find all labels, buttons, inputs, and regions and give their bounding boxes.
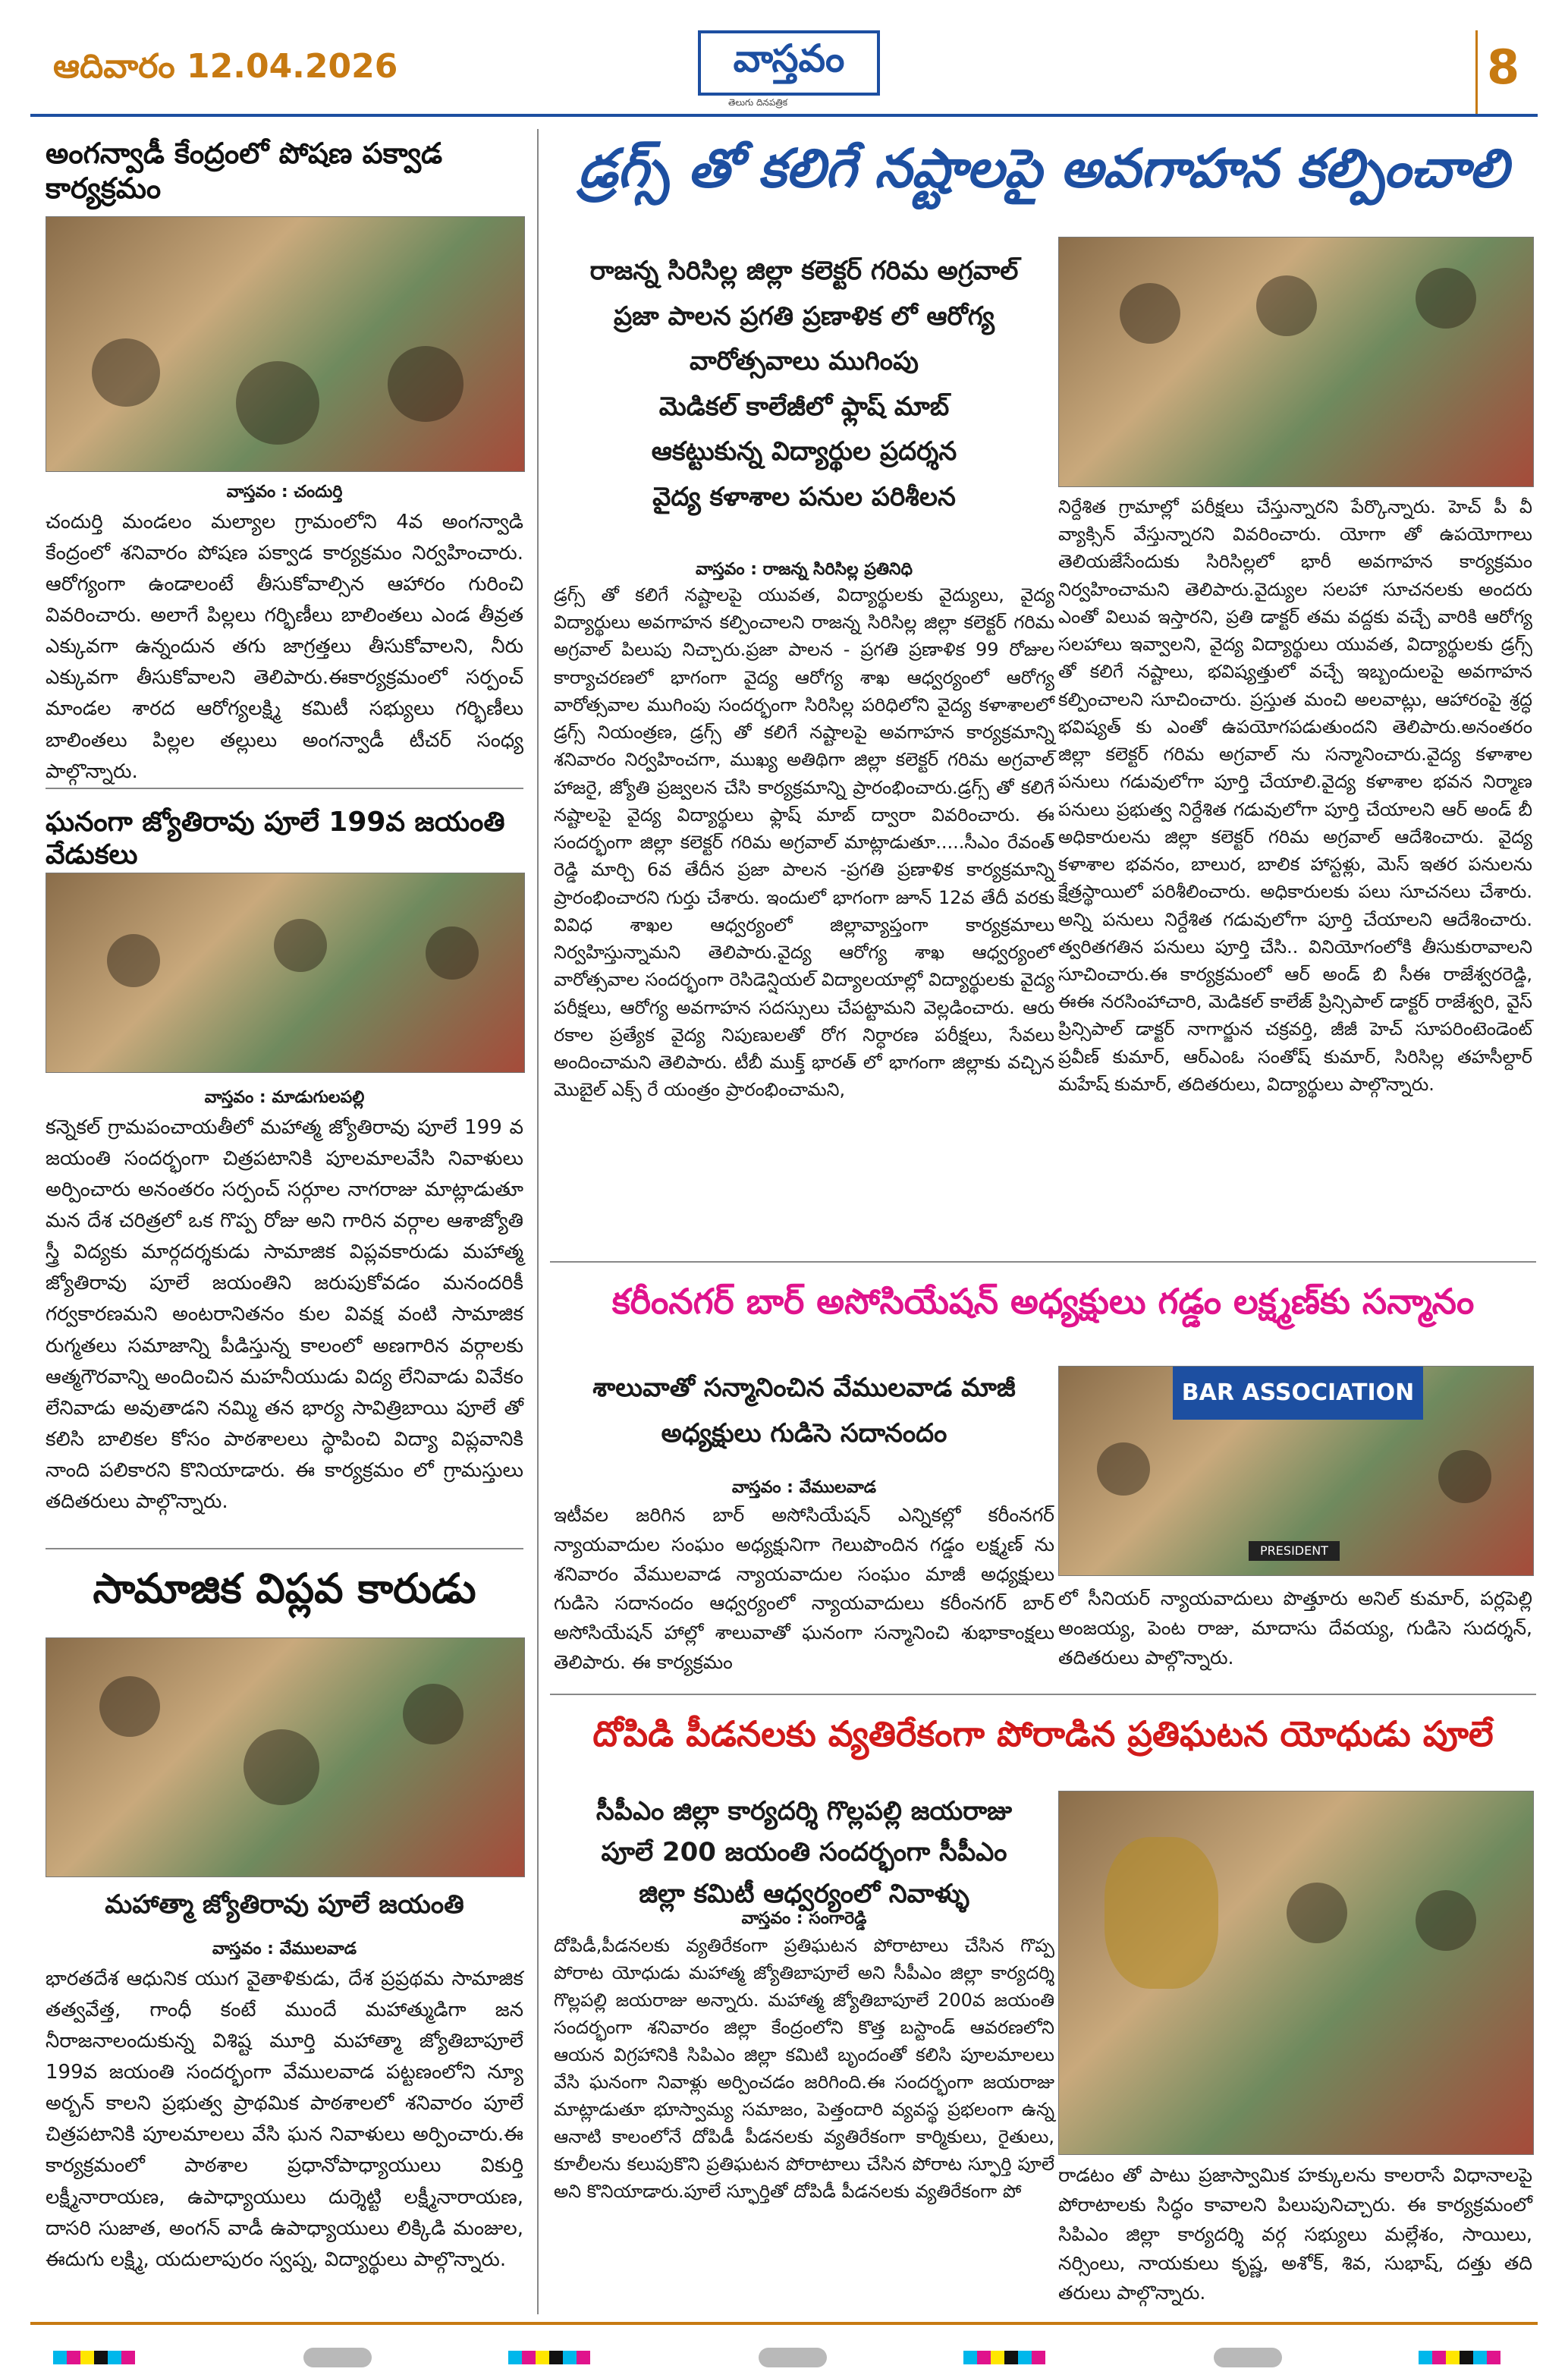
samajika-caption: వాస్తవం : వేములవాడ [212,1939,357,1958]
column1-divider-2 [46,1548,523,1549]
color-registration-strip [508,2351,590,2364]
dopidi-body-right: రాడటం తో పాటు ప్రజాస్వామిక హక్కులను కాలరాసే విధానాలపై పోరాటాలకు సిద్ధం కావాలని పిలుపునిచ్చారు. ఈ కార్యక్రమంలో సిపిఎం జిల్లా కార్యదర్శి వర్గ సభ్యులు మల్లేశం, సాయిలు, నర్సింలు, నాయకులు కృష్ణ, అశోక్, శివ, సుభాష్, దత్తు తది తరులు పాల్గొన్నారు. [1058,2164,1532,2304]
main-divider-2 [550,1694,1536,1695]
masthead-logo [698,30,880,106]
dopidi-sub-line: పూలే 200 జయంతి సందర్భంగా సీపీఎం [601,1837,1007,1868]
issue-date: ఆదివారం 12.04.2026 [53,47,398,86]
samajika-photo [46,1637,525,1877]
samajika-headline: సామాజిక విప్లవ కారుడు [93,1565,476,1612]
jyothirao-photo [46,873,525,1073]
samajika-subheadline: మహాత్మా జ్యోతిరావు పూలే జయంతి [105,1889,464,1920]
samajika-body: భారతదేశ ఆధునిక యుగ వైతాళికుడు, దేశ ప్రప్రథమ సామాజిక తత్వవేత్త, గాంధీ కంటే ముందే మహాత్ముడిగా జన నీరాజనాలందుకున్న విశిష్ట మూర్తి మహాత్మా జ్యోతిబాపూలే 199వ జయంతి సందర్భంగా వేములవాడ పట్టణంలోని న్యూ అర్బన్ కాలని ప్రభుత్వ ప్రాథమిక పాఠశాలలో శనివారం పూలే చిత్రపటానికి పూలమాలలు వేసి ఘన నివాళులు అర్పించారు.ఈ కార్యక్రమంలో పాఠశాల ప్రధానోపాధ్యాయులు వికుర్తి లక్ష్మీనారాయణ, ఉపాధ్యాయులు దుర్శెట్టి లక్ష్మీనారాయణ, దాసరి సుజాత, అంగన్ వాడీ ఉపాధ్యాయులు లిక్కిడి మంజుల, ఈదుగు లక్ష్మి, యదులాపురం స్వప్న, విద్యార్థులు పాల్గొన్నారు. [46,1968,523,2271]
drugs-sub-line: మెడికల్ కాలేజీలో ఫ్లాష్ మాబ్ [658,391,950,422]
paper-name: వాస్తవం [698,30,880,96]
anganwadi-body: చందుర్తి మండలం మల్యాల గ్రామంలోని 4వ అంగన్వాడి కేంద్రంలో శనివారం పోషణ పక్వాడ కార్యక్రమం నిర్వహించారు. ఆరోగ్యంగా ఉండాలంటే తీసుకోవాల్సిన ఆహారం గురించి వివరించారు. అలాగే పిల్లలు గర్భిణీలు బాలింతలు ఎండ తీవ్రత ఎక్కువగా ఉన్నందున తగు జాగ్రత్తలు తీసుకోవాలని, నీరు ఎక్కువగా తీసుకోవాలని తెలిపారు.ఈకార్యక్రమంలో సర్పంచ్ మాండల శారద ఆరోగ్యలక్ష్మి కమిటీ సభ్యులు గర్భిణీలు బాలింతలు పిల్లల తల్లులు అంగన్వాడీ టీచర్ సంధ్య పాల్గొన్నారు. [46,511,523,783]
drugs-caption: వాస్తవం : రాజన్న సిరిసిల్ల ప్రతినిధి [695,560,913,579]
page-number: 8 [1487,39,1520,95]
color-registration-strip [53,2351,135,2364]
drugs-sub-line: ప్రజా పాలన ప్రగతి ప్రణాళిక లో ఆరోగ్య [613,300,995,332]
dopidi-sub-line: జిల్లా కమిటీ ఆధ్వర్యంలో నివాళ్ళు [639,1878,969,1909]
dopidi-body: దోపిడీ,పీడనలకు వ్యతిరేకంగా ప్రతిఘటన పోరాటాలు చేసిన గొప్ప పోరాట యోధుడు మహాత్మ జ్యోతిబాపూలే అని సీపీఎం జిల్లా కార్యదర్శి గొల్లపల్లి జయరాజు అన్నారు. మహాత్మ జ్యోతిబాపూలే 200వ జయంతి సందర్భంగా శనివారం జిల్లా కేంద్రంలోని కొత్త బస్టాండ్ ఆవరణలోని ఆయన విగ్రహానికి సిపిఎం జిల్లా కమిటి బృందంతో కలిసి పూలమాలలు వేసి ఘనంగా నివాళ్లు అర్పించడం జరిగింది.ఈ సందర్భంగా జయరాజు మాట్లాడుతూ భూస్వామ్య సమాజం, పెత్తందారి వ్యవస్థ ప్రభలంగా ఉన్న ఆనాటి కాలంలోనే దోపిడీ పీడనలకు వ్యతిరేకంగా కార్మికులు, రైతులు, కూలీలను కలుపుకొని ప్రతిఘటన పోరాటాలు చేసిన పోరాట స్ఫూర్తి పూలే అని కొనియాడారు.పూలే స్ఫూర్తితో దోపిడీ పీడనలకు వ్యతిరేకంగా పో [554,1935,1054,2202]
dopidi-subheadlines [554,1791,1054,1914]
column-divider-vertical [537,129,539,2314]
anganwadi-caption: వాస్తవం : చందుర్తి [226,483,343,502]
anganwadi-headline: అంగన్వాడీ కేంద్రంలో పోషణ పక్వాడ కార్యక్రమం [46,137,443,205]
bar-sub-line: అధ్యక్షులు గుడిసె సదానందం [661,1417,947,1449]
dopidi-caption: వాస్తవం : సంగారెడ్డి [741,1909,867,1928]
column1-divider [46,788,523,789]
jyothirao-body: కన్నెకల్ గ్రామపంచాయతీలో మహాత్మ జ్యోతిరావు పూలే 199 వ జయంతి సందర్భంగా చిత్రపటానికి పూలమాలవేసి నివాళులు అర్పించారు అనంతరం సర్పంచ్ సర్గూల నాగరాజు మాట్లాడుతూ మన దేశ చరిత్రలో ఒక గొప్ప రోజు అని గారిన వర్గాల ఆశాజ్యోతి స్త్రీ విద్యకు మార్గదర్శకుడు సామాజిక విప్లవకారుడు మహాత్మ జ్యోతిరావు పూలే జయంతిని జరుపుకోవడం మనందరికీ గర్వకారణమని అంటరానితనం కుల వివక్ష వంటి సామాజిక రుగ్మతలు సమాజాన్ని పీడిస్తున్న కాలంలో అణగారిన వర్గాలకు ఆత్మగౌరవాన్ని అందించిన మహనీయుడు విద్య లేనివాడు వివేకం లేనివాడు అవుతాడని నమ్మి తన భార్య సావిత్రిబాయి పూలే తో కలిసి బాలికల కోసం పాఠశాలలు స్థాపించి విద్యా విప్లవానికి నాంది పలికారని కొనియాడారు. ఈ కార్యక్రమం లో గ్రామస్తులు తదితరులు పాల్గొన్నారు. [46,1116,523,1513]
color-registration-strip [1419,2351,1500,2364]
paper-tagline: తెలుగు దినపత్రిక [728,97,788,108]
registration-grey-bar [759,2348,827,2367]
bar-caption: వాస్తవం : వేములవాడ [731,1478,877,1497]
page-number-divider [1475,30,1478,114]
drugs-sub-line: ఆకట్టుకున్న విద్యార్థుల ప్రదర్శన [651,436,957,467]
bar-body: ఇటీవల జరిగిన బార్ అసోసియేషన్ ఎన్నికల్లో కరీంనగర్ న్యాయవాదుల సంఘం అధ్యక్షునిగా గెలుపొందిన గడ్డం లక్ష్మణ్ ను శనివారం వేములవాడ న్యాయవాదుల సంఘం మాజీ అధ్యక్షులు గుడిసె సదానందం ఆధ్వర్యంలో న్యాయవాదులు కరీంనగర్ బార్ అసోసియేషన్ హాల్లో శాలువాతో ఘనంగా సన్మానించి శుభాకాంక్షలు తెలిపారు. ఈ కార్యక్రమం [554,1504,1054,1673]
jyothirao-caption: వాస్తవం : మాడుగులపల్లి [204,1088,365,1107]
header-rule [30,114,1538,117]
dopidi-sub-line: సీపీఎం జిల్లా కార్యదర్శి గొల్లపల్లి జయరాజు [595,1796,1013,1826]
bar-headline: కరీంనగర్ బార్ అసోసియేషన్ అధ్యక్షులు గడ్డం లక్ష్మణ్‌కు సన్మానం [611,1281,1475,1322]
jyothirao-headline: ఘనంగా జ్యోతిరావు పూలే 199వ జయంతి వేడుకలు [46,807,505,871]
registration-grey-bar [303,2348,372,2367]
anganwadi-photo [46,216,525,472]
drugs-sub-line: వైద్య కళాశాల పనుల పరిశీలన [652,481,956,512]
registration-grey-bar [1214,2348,1282,2367]
dopidi-photo [1058,1791,1534,2155]
bar-subheadlines [554,1366,1054,1456]
bar-body-right: లో సీనియర్ న్యాయవాదులు పొత్తూరు అనిల్ కుమార్, పర్లపెల్లి అంజయ్య, పెంట రాజు, మాదాసు దేవయ్య, గుడిసె సుదర్శన్, తదితరులు పాల్గొన్నారు. [1058,1587,1532,1669]
drugs-subheadlines [554,249,1054,520]
drugs-body-right: నిర్దేశిత గ్రామాల్లో పరీక్షలు చేస్తున్నారని పేర్కొన్నారు. హెచ్ పీ వీ వ్యాక్సిన్ వేస్తున్నారని వివరించారు. యోగా తో ఉపయోగాలు తెలియజేసేందుకు సిరిసిల్లలో భారీ అవగాహన కార్యక్రమం నిర్వహించామని తెలిపారు.వైద్యుల సలహా సూచనలకు అందరు ఎంతో విలువ ఇస్తారని, ప్రతి డాక్టర్ తమ వద్దకు వచ్చే వారికి ఆరోగ్య సలహాలు ఇవ్వాలని, వైద్య విద్యార్థులు యువత, విద్యార్థులకు డ్రగ్స్ తో కలిగే నష్టాలు, భవిష్యత్తులో వచ్చే ఇబ్బందులపై అవగాహన కల్పించాలని సూచించారు. ప్రస్తుత మంచి అలవాట్లు, ఆహారంపై శ్రద్ధ భవిష్యత్ కు ఎంతో ఉపయోగపడుతుందని తెలిపారు.అనంతరం జిల్లా కలెక్టర్ గరిమ అగ్రవాల్ ను సన్మానించారు.వైద్య కళాశాల పనులు గడువులోగా పూర్తి చేయాలి.వైద్య కళాశాల భవన నిర్మాణ పనులు ప్రభుత్వ నిర్దేశిత గడువులోగా పూర్తి చేయాలని ఆర్ అండ్ బీ అధికారులను జిల్లా కలెక్టర్ గరిమ అగ్రవాల్ ఆదేశించారు. వైద్య కళాశాల భవనం, బాలుర, బాలిక హాస్టళ్లు, మెస్ ఇతర పనులను క్షేత్రస్థాయిలో పరిశీలించారు. అధికారులకు పలు సూచనలు చేశారు. అన్ని పనులు నిర్దేశిత గడువులోగా పూర్తి చేయాలని ఆదేశించారు. త్వరితగతిన పనులు పూర్తి చేసి.. వినియోగంలోకి తీసుకురావాలని సూచించారు.ఈ కార్యక్రమంలో ఆర్ అండ్ బి సీఈ రాజేశ్వరరెడ్డి, ఈఈ నరసింహాచారి, మెడికల్ కాలేజ్ ప్రిన్సిపాల్ డాక్టర్ రాజేశ్వరి, వైస్ ప్రిన్సిపాల్ డాక్టర్ నాగార్జున చక్రవర్తి, జీజీ హెచ్ సూపరింటెండెంట్ ప్రవీణ్ కుమార్, ఆర్ఎంఓ సంతోష్ కుమార్, సిరిసిల్ల తహసీల్దార్ మహేష్ కుమార్, తదితరులు, విద్యార్థులు పాల్గొన్నారు. [1058,496,1532,1095]
drugs-headline: డ్రగ్స్ తో కలిగే నష్టాలపై అవగాహన కల్పించాలి [578,137,1508,200]
bar-photo-sign: BAR ASSOCIATION [1173,1367,1423,1420]
drugs-sub-line: రాజన్న సిరిసిల్ల జిల్లా కలెక్టర్ గరిమ అగ్రవాల్ [589,256,1019,286]
color-registration-strip [963,2351,1045,2364]
footer-rule [30,2322,1538,2325]
drugs-photo [1058,237,1534,487]
drugs-sub-line: వారోత్సవాలు ముగింపు [690,346,919,376]
main-divider-1 [550,1261,1536,1263]
bar-sub-line: శాలువాతో సన్మానించిన వేములవాడ మాజీ [592,1373,1016,1403]
bar-photo-president-plate: PRESIDENT [1249,1541,1340,1561]
dopidi-headline: దోపిడి పీడనలకు వ్యతిరేకంగా పోరాడిన ప్రతిఘటన యోధుడు పూలే [592,1713,1494,1754]
bar-photo [1058,1366,1534,1576]
drugs-body-left: డ్రగ్స్ తో కలిగే నష్టాలపై యువత, విద్యార్థులకు వైద్యులు, వైద్య విద్యార్థులు అవగాహన కల్పించాలని రాజన్న సిరిసిల్ల జిల్లా కలెక్టర్ గరిమ అగ్రవాల్ పిలుపు నిచ్చారు.ప్రజా పాలన - ప్రగతి ప్రణాళిక 99 రోజుల కార్యాచరణలో భాగంగా వైద్య ఆరోగ్య శాఖ ఆధ్వర్యంలో ఆరోగ్య వారోత్సవాల ముగింపు సందర్భంగా సిరిసిల్ల పరిధిలోని వైద్య కళాశాలలో డ్రగ్స్ నియంత్రణ, డ్రగ్స్ తో కలిగే నష్టాలపై అవగాహన కార్యక్రమాన్ని శనివారం నిర్వహించగా, ముఖ్య అతిథిగా జిల్లా కలెక్టర్ గరిమ అగ్రవాల్ హాజరై, జ్యోతి ప్రజ్వలన చేసి కార్యక్రమాన్ని ప్రారంభించారు.డ్రగ్స్ తో కలిగే నష్టాలపై వైద్య విద్యార్థులు ఫ్లాష్ మాబ్ ద్వారా వివరించారు. ఈ సందర్భంగా జిల్లా కలెక్టర్ గరిమ అగ్రవాల్ మాట్లాడుతూ.....సీఎం రేవంత్ రెడ్డి మార్చి 6వ తేదీన ప్రజా పాలన -ప్రగతి ప్రణాళిక కార్యక్రమాన్ని ప్రారంభించారని గుర్తు చేశారు. ఇందులో భాగంగా జూన్ 12వ తేదీ వరకు వివిధ శాఖల ఆధ్వర్యంలో జిల్లావ్యాప్తంగా కార్యక్రమాలు నిర్వహిస్తున్నామని తెలిపారు.వైద్య ఆరోగ్య శాఖ ఆధ్వర్యంలో వారోత్సవాల సందర్భంగా రెసిడెన్షియల్ విద్యాలయాల్లో విద్యార్థులకు వైద్య పరీక్షలు, ఆరోగ్య అవగాహన సదస్సులు చేపట్టామని వెల్లడించారు. ఆరు రకాల ప్రత్యేక వైద్య నిపుణులతో రోగ నిర్ధారణ పరీక్షలు, సేవలు అందించామని తెలిపారు. టీబీ ముక్త్ భారత్ లో భాగంగా జిల్లాకు వచ్చిన మొబైల్ ఎక్స్ రే యంత్రం ప్రారంభించామని, [554,584,1054,1101]
